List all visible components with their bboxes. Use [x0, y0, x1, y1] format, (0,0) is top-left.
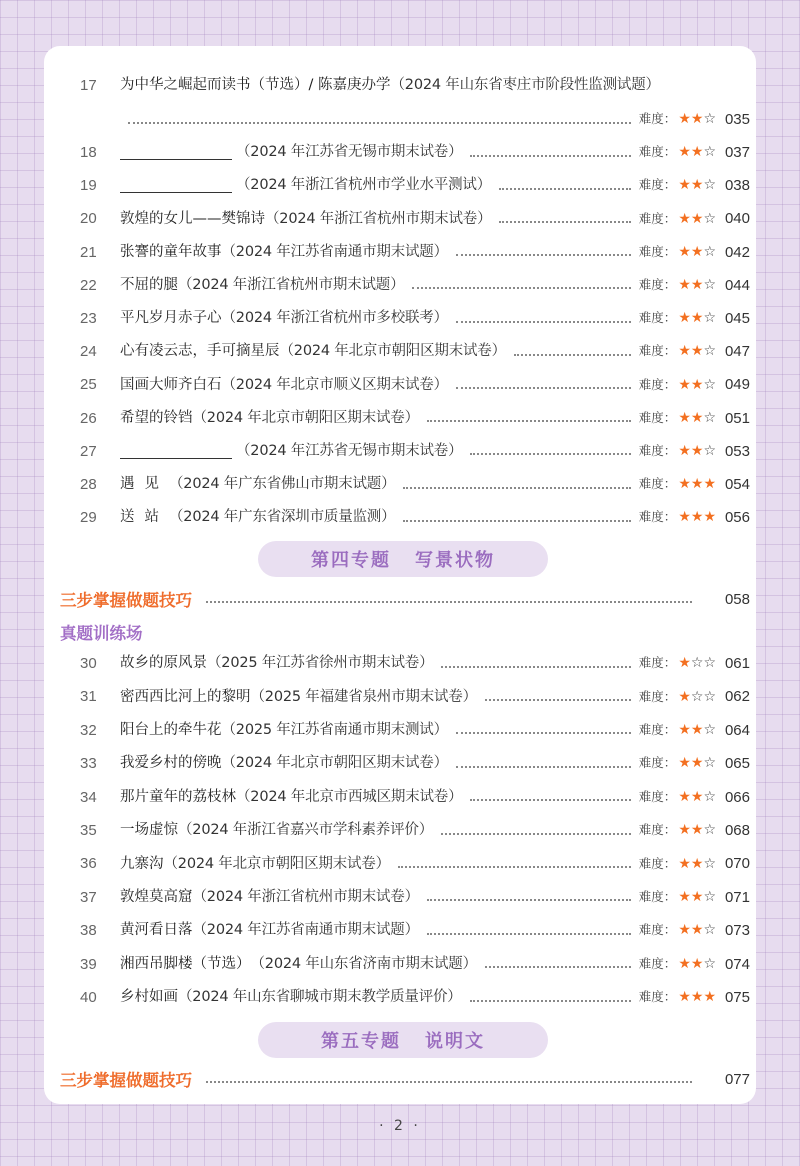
entry-number: 29	[80, 509, 97, 527]
entry-number: 38	[80, 922, 97, 940]
toc-entry-35[interactable]	[80, 814, 750, 847]
entry-title: 为中华之崛起而读书（节选）/ 陈嘉庚办学	[120, 77, 391, 94]
entry-source: （2024 年江苏省无锡市期末试卷）	[236, 443, 463, 460]
star-filled-icon: ★	[690, 822, 704, 839]
difficulty-label: 难度：	[638, 788, 677, 804]
section-title: 真题训练场	[60, 624, 143, 643]
entry-title: 平凡岁月赤子心	[120, 310, 222, 327]
entry-number: 22	[80, 276, 97, 294]
star-empty-icon: ☆	[703, 310, 716, 327]
star-filled-icon: ★	[690, 177, 704, 194]
difficulty-label: 难度：	[638, 177, 677, 193]
toc-entry-26[interactable]	[80, 402, 750, 435]
dot-leader	[427, 899, 631, 901]
dot-leader	[485, 699, 631, 701]
difficulty-stars	[678, 823, 716, 838]
page-number: 074	[724, 955, 750, 973]
difficulty-label: 难度：	[638, 443, 677, 459]
dot-leader	[412, 287, 630, 289]
entry-title: 希望的铃铛	[120, 409, 193, 426]
difficulty-stars	[678, 212, 716, 227]
star-filled-icon: ★	[678, 443, 691, 460]
entry-title: 我爱乡村的傍晚	[120, 755, 222, 772]
toc-entry-34[interactable]	[80, 781, 750, 814]
star-filled-icon: ★	[678, 889, 691, 906]
page-number: 035	[724, 111, 750, 128]
entry-title: 送站	[120, 509, 169, 526]
difficulty-label: 难度：	[638, 855, 677, 871]
star-filled-icon: ★	[678, 509, 691, 526]
star-filled-icon: ★	[690, 210, 704, 227]
star-empty-icon: ☆	[703, 277, 716, 294]
star-empty-icon: ☆	[703, 343, 716, 360]
difficulty-label: 难度：	[638, 922, 677, 938]
page-number: 070	[724, 855, 750, 873]
star-filled-icon: ★	[678, 243, 691, 260]
entry-title: 敦煌的女儿——樊锦诗	[120, 210, 265, 227]
page-number: 066	[724, 788, 750, 806]
toc-entry-37[interactable]	[80, 881, 750, 914]
star-filled-icon: ★	[690, 788, 704, 805]
entry-number: 24	[80, 343, 97, 361]
toc-entry-17-title-line[interactable]	[80, 69, 750, 102]
topic-banner-4	[258, 541, 548, 577]
entry-source: （2024 年北京市朝阳区期末试卷）	[192, 409, 419, 426]
entry-source: （2024 年浙江省杭州市多校联考）	[221, 310, 448, 327]
difficulty-label: 难度：	[638, 111, 677, 127]
star-filled-icon: ★	[678, 277, 691, 294]
fill-in-blank	[120, 178, 232, 193]
entry-title: 阳台上的牵牛花	[120, 722, 222, 739]
star-filled-icon: ★	[678, 210, 691, 227]
entry-source: （2024 年北京市朝阳区期末试卷）	[163, 855, 390, 872]
star-filled-icon: ★	[690, 989, 704, 1006]
dot-leader	[470, 453, 630, 455]
difficulty-label: 难度：	[638, 343, 677, 359]
difficulty-stars	[678, 245, 716, 260]
topic-name: 写景状物	[415, 550, 495, 571]
entry-source: （2024 年浙江省杭州市期末试题）	[178, 277, 405, 294]
entry-number: 28	[80, 476, 97, 493]
star-empty-icon: ☆	[690, 655, 704, 672]
toc-entry-29[interactable]	[80, 501, 750, 534]
page-number: 075	[724, 989, 750, 1006]
difficulty-label: 难度：	[638, 243, 677, 259]
entry-source: （2024 年江苏省南通市期末试题）	[192, 922, 419, 939]
difficulty-stars	[678, 656, 716, 671]
dot-leader	[499, 221, 630, 223]
entry-title: 黄河看日落	[120, 922, 193, 939]
star-filled-icon: ★	[678, 922, 691, 939]
entry-title: 不屈的腿	[120, 277, 178, 294]
entry-title: 心有凌云志，手可摘星辰	[120, 343, 280, 360]
fill-in-blank	[120, 145, 232, 160]
page-number: 040	[724, 210, 750, 228]
dot-leader	[485, 966, 631, 968]
page-number: 053	[724, 442, 750, 460]
entry-source: （2025 年江苏省南通市期末测试）	[221, 722, 448, 739]
difficulty-stars	[678, 857, 716, 872]
entry-number: 37	[80, 888, 97, 906]
difficulty-label: 难度：	[638, 310, 677, 326]
dot-leader	[403, 487, 630, 489]
toc-entry-31[interactable]	[80, 680, 750, 713]
entry-title: 遇见	[120, 476, 169, 493]
page-number: 047	[724, 343, 750, 361]
difficulty-stars	[678, 145, 716, 160]
dot-leader	[427, 420, 631, 422]
toc-entry-27[interactable]	[80, 435, 750, 468]
entry-number: 26	[80, 409, 97, 427]
star-empty-icon: ☆	[703, 443, 716, 460]
star-filled-icon: ★	[690, 722, 704, 739]
entry-source: （2024 年广东省佛山市期末试题）	[169, 476, 396, 493]
star-filled-icon: ★	[678, 177, 691, 194]
page-footer-number: · 2 ·	[379, 1118, 421, 1134]
entry-title: 乡村如画	[120, 989, 178, 1006]
entry-source: （2024 年广东省深圳市质量监测）	[169, 509, 396, 526]
star-empty-icon: ☆	[690, 688, 704, 705]
topic-name: 说明文	[425, 1031, 485, 1052]
star-empty-icon: ☆	[703, 243, 716, 260]
entry-source: （2024 年北京市顺义区期末试卷）	[221, 376, 448, 393]
entry-number: 31	[80, 688, 97, 706]
star-filled-icon: ★	[678, 822, 691, 839]
star-filled-icon: ★	[690, 855, 704, 872]
toc-entry-18[interactable]	[80, 136, 750, 169]
entry-title: 敦煌莫高窟	[120, 889, 193, 906]
entry-title: 国画大师齐白石	[120, 376, 222, 393]
difficulty-stars	[678, 510, 716, 525]
entry-source: （2024 年江苏省无锡市期末试卷）	[236, 144, 463, 161]
entry-number: 36	[80, 855, 97, 873]
star-empty-icon: ☆	[703, 788, 716, 805]
page-number: 056	[724, 509, 750, 527]
entry-number: 18	[80, 144, 97, 161]
toc-entry-24[interactable]	[80, 335, 750, 368]
page-number: 045	[724, 310, 750, 327]
star-empty-icon: ☆	[703, 922, 716, 939]
difficulty-stars	[678, 178, 716, 193]
star-filled-icon: ★	[703, 476, 716, 493]
entry-source: （2024 年北京市西城区期末试卷）	[236, 788, 463, 805]
star-filled-icon: ★	[690, 243, 704, 260]
entry-source: （2024 年山东省济南市期末试题）	[250, 955, 477, 972]
difficulty-label: 难度：	[638, 688, 677, 704]
page-number: 051	[724, 409, 750, 427]
difficulty-stars	[678, 990, 716, 1005]
difficulty-stars	[678, 444, 716, 459]
star-filled-icon: ★	[678, 755, 691, 772]
difficulty-stars	[678, 690, 716, 705]
page-number: 058	[724, 590, 750, 608]
difficulty-label: 难度：	[638, 822, 677, 838]
star-empty-icon: ☆	[703, 822, 716, 839]
page-number: 037	[724, 144, 750, 161]
difficulty-label: 难度：	[638, 889, 677, 905]
difficulty-label: 难度：	[638, 376, 677, 392]
dot-leader	[128, 122, 631, 124]
entry-source: （2024 年浙江省杭州市学业水平测试）	[236, 177, 492, 194]
entry-source: （2024 年北京市朝阳区期末试卷）	[221, 755, 448, 772]
star-empty-icon: ☆	[703, 144, 716, 161]
difficulty-label: 难度：	[638, 409, 677, 425]
entry-number: 34	[80, 788, 97, 806]
difficulty-stars	[678, 477, 716, 492]
page-number: 049	[724, 376, 750, 394]
difficulty-stars	[678, 411, 716, 426]
difficulty-stars	[678, 112, 716, 127]
entry-number: 35	[80, 822, 97, 839]
entry-source: （2024 年北京市朝阳区期末试卷）	[279, 343, 506, 360]
star-empty-icon: ☆	[703, 376, 716, 393]
skills-entry-4[interactable]	[60, 584, 750, 614]
entry-number: 23	[80, 310, 97, 327]
toc-entry-19[interactable]	[80, 169, 750, 202]
dot-leader	[456, 732, 631, 734]
entry-number: 39	[80, 955, 97, 973]
difficulty-stars	[678, 278, 716, 293]
star-empty-icon: ☆	[703, 955, 716, 972]
entry-number: 21	[80, 243, 97, 261]
entry-title: 一场虚惊	[120, 822, 178, 839]
entry-source: （2024 年浙江省杭州市期末试卷）	[192, 889, 419, 906]
star-empty-icon: ☆	[703, 409, 716, 426]
dot-leader	[206, 1081, 692, 1083]
dot-leader	[403, 520, 630, 522]
star-filled-icon: ★	[690, 889, 704, 906]
page-number: 065	[724, 755, 750, 773]
dot-leader	[470, 155, 630, 157]
star-filled-icon: ★	[690, 277, 704, 294]
difficulty-stars	[678, 723, 716, 738]
entry-source: （2024 年浙江省杭州市期末试卷）	[265, 210, 492, 227]
star-filled-icon: ★	[678, 144, 691, 161]
entry-number: 40	[80, 989, 97, 1006]
star-filled-icon: ★	[690, 310, 704, 327]
dot-leader	[427, 933, 631, 935]
star-filled-icon: ★	[703, 989, 716, 1006]
entry-number: 25	[80, 376, 97, 394]
page-number: 061	[724, 655, 750, 672]
star-filled-icon: ★	[678, 343, 691, 360]
page-number: 062	[724, 688, 750, 706]
entry-source: （2025 年福建省泉州市期末试卷）	[250, 688, 477, 705]
difficulty-label: 难度：	[638, 755, 677, 771]
entry-title: 张謇的童年故事	[120, 243, 222, 260]
dot-leader	[441, 666, 630, 668]
toc-entry-21[interactable]	[80, 236, 750, 269]
star-filled-icon: ★	[678, 376, 691, 393]
dot-leader	[206, 601, 692, 603]
topic-number: 第五专题	[321, 1031, 401, 1052]
difficulty-stars	[678, 756, 716, 771]
star-filled-icon: ★	[690, 111, 704, 128]
skills-label: 三步掌握做题技巧	[60, 591, 192, 610]
toc-entry-39[interactable]	[80, 948, 750, 981]
star-empty-icon: ☆	[703, 855, 716, 872]
topic-number: 第四专题	[311, 550, 391, 571]
difficulty-label: 难度：	[638, 509, 677, 525]
dot-leader	[456, 387, 631, 389]
difficulty-stars	[678, 344, 716, 359]
page-number: 071	[724, 888, 750, 906]
toc-entry-23[interactable]	[80, 302, 750, 335]
star-filled-icon: ★	[703, 509, 716, 526]
star-filled-icon: ★	[690, 376, 704, 393]
entry-source: （2024 年江苏省南通市期末试题）	[221, 243, 448, 260]
star-filled-icon: ★	[690, 144, 704, 161]
entry-number: 33	[80, 755, 97, 773]
difficulty-label: 难度：	[638, 655, 677, 671]
star-filled-icon: ★	[678, 409, 691, 426]
difficulty-stars	[678, 378, 716, 393]
page-number: 042	[724, 243, 750, 261]
star-empty-icon: ☆	[703, 722, 716, 739]
toc-entry-17-page-line[interactable]	[122, 103, 750, 136]
difficulty-stars	[678, 311, 716, 326]
star-filled-icon: ★	[690, 509, 704, 526]
dot-leader	[499, 188, 631, 190]
entry-number: 32	[80, 721, 97, 739]
topic-banner-5	[258, 1022, 548, 1058]
toc-entry-28[interactable]	[80, 468, 750, 501]
dot-leader	[470, 1000, 631, 1002]
entry-source: （2024 年浙江省嘉兴市学科素养评价）	[178, 822, 434, 839]
entry-number: 20	[80, 210, 97, 228]
star-empty-icon: ☆	[703, 210, 716, 227]
star-empty-icon: ☆	[703, 177, 716, 194]
toc-entry-22[interactable]	[80, 269, 750, 302]
difficulty-label: 难度：	[638, 476, 677, 492]
difficulty-label: 难度：	[638, 989, 677, 1005]
star-filled-icon: ★	[690, 755, 704, 772]
star-filled-icon: ★	[678, 476, 691, 493]
star-filled-icon: ★	[678, 310, 691, 327]
star-filled-icon: ★	[678, 111, 691, 128]
page-number: 038	[724, 177, 750, 195]
difficulty-stars	[678, 957, 716, 972]
page-number: 073	[724, 922, 750, 940]
toc-entry-36[interactable]	[80, 847, 750, 880]
star-filled-icon: ★	[690, 476, 704, 493]
entry-title: 故乡的原风景	[120, 655, 207, 672]
fill-in-blank	[120, 444, 232, 459]
toc-entry-33[interactable]	[80, 747, 750, 780]
toc-entry-30[interactable]	[80, 647, 750, 680]
star-filled-icon: ★	[690, 922, 704, 939]
difficulty-stars	[678, 790, 716, 805]
star-empty-icon: ☆	[703, 755, 716, 772]
star-filled-icon: ★	[690, 443, 704, 460]
star-empty-icon: ☆	[703, 688, 716, 705]
entry-number: 27	[80, 442, 97, 460]
star-empty-icon: ☆	[703, 889, 716, 906]
toc-entry-40[interactable]	[80, 981, 750, 1014]
entry-number: 19	[80, 177, 97, 195]
star-filled-icon: ★	[678, 655, 691, 672]
toc-entry-32[interactable]	[80, 714, 750, 747]
star-filled-icon: ★	[678, 788, 691, 805]
dot-leader	[456, 254, 631, 256]
star-filled-icon: ★	[678, 989, 691, 1006]
dot-leader	[398, 866, 631, 868]
star-empty-icon: ☆	[703, 111, 716, 128]
page-number: 064	[724, 721, 750, 739]
skills-entry-5[interactable]	[60, 1064, 750, 1094]
entry-source: （2024 年山东省聊城市期末教学质量评价）	[178, 989, 462, 1006]
entry-number: 30	[80, 655, 97, 672]
star-empty-icon: ☆	[703, 655, 716, 672]
difficulty-label: 难度：	[638, 210, 677, 226]
dot-leader	[514, 354, 631, 356]
toc-entry-38[interactable]	[80, 914, 750, 947]
entry-number: 17	[80, 77, 97, 94]
star-filled-icon: ★	[678, 688, 691, 705]
entry-title: 密西西比河上的黎明	[120, 688, 251, 705]
star-filled-icon: ★	[690, 409, 704, 426]
toc-entry-20[interactable]	[80, 202, 750, 235]
entry-title: 湘西吊脚楼（节选）	[120, 955, 251, 972]
dot-leader	[470, 799, 630, 801]
page-number: 054	[724, 476, 750, 493]
difficulty-label: 难度：	[638, 722, 677, 738]
dot-leader	[456, 321, 631, 323]
page-number: 068	[724, 822, 750, 839]
entry-title: 那片童年的荔枝林	[120, 788, 236, 805]
entry-source: （2025 年江苏省徐州市期末试卷）	[207, 655, 434, 672]
star-filled-icon: ★	[690, 343, 704, 360]
star-filled-icon: ★	[678, 955, 691, 972]
toc-entry-25[interactable]	[80, 368, 750, 401]
star-filled-icon: ★	[690, 955, 704, 972]
dot-leader	[456, 766, 631, 768]
entry-title: 九寨沟	[120, 855, 164, 872]
difficulty-stars	[678, 890, 716, 905]
difficulty-label: 难度：	[638, 144, 677, 160]
difficulty-label: 难度：	[638, 955, 677, 971]
difficulty-label: 难度：	[638, 277, 677, 293]
star-filled-icon: ★	[678, 722, 691, 739]
entry-source: （2024 年山东省枣庄市阶段性监测试题）	[390, 77, 660, 94]
page-number: 077	[724, 1070, 750, 1088]
skills-label: 三步掌握做题技巧	[60, 1071, 192, 1090]
star-filled-icon: ★	[678, 855, 691, 872]
dot-leader	[441, 833, 631, 835]
page-number: 044	[724, 276, 750, 294]
difficulty-stars	[678, 923, 716, 938]
